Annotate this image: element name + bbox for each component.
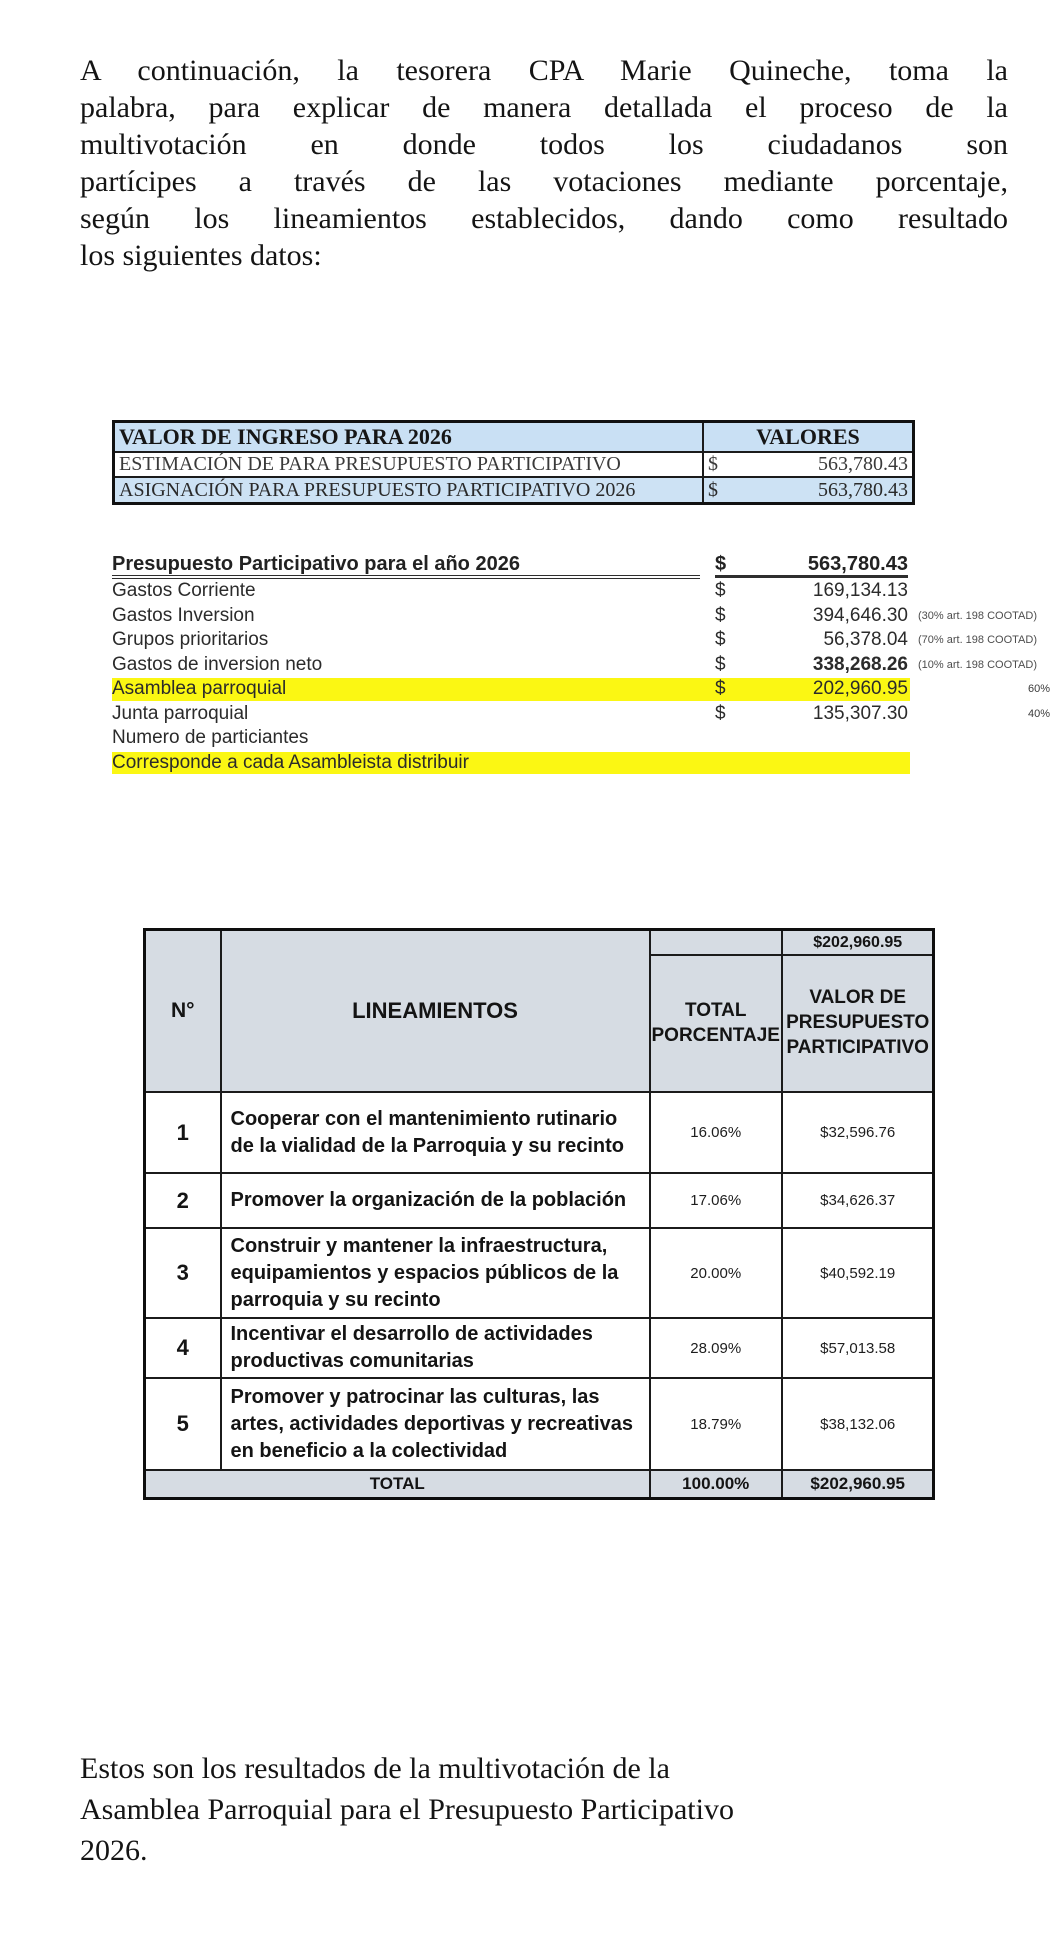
income-table-header-row	[114, 422, 914, 453]
row-lineamiento: Incentivar el desarrollo de actividades productivas comunitarias	[221, 1318, 650, 1378]
budget-row-note: (30% art. 198 COOTAD)	[918, 609, 1037, 622]
budget-row	[112, 628, 1050, 653]
row-porcentaje: 28.09%	[650, 1318, 782, 1378]
strip-total-value: $202,960.95	[782, 930, 934, 956]
budget-row	[112, 604, 1050, 629]
income-table-title: VALOR DE INGRESO PARA 2026	[114, 422, 704, 453]
budget-row-label: Asamblea parroquial	[112, 678, 287, 700]
currency-symbol: $	[715, 678, 726, 700]
income-table-row	[114, 452, 914, 477]
budget-row-value: 394,646.30	[812, 604, 908, 626]
budget-row-label: Numero de particiantes	[112, 727, 309, 749]
currency-symbol: $	[715, 653, 726, 675]
budget-row-note: (10% art. 198 COOTAD)	[918, 658, 1037, 671]
budget-row-value: 202,960.95	[812, 678, 908, 700]
budget-row-label: Junta parroquial	[112, 702, 249, 724]
budget-row-note: (70% art. 198 COOTAD)	[918, 634, 1037, 647]
table-top-strip	[145, 930, 934, 956]
currency-symbol: $	[715, 604, 726, 626]
col-header-lineamientos: LINEAMIENTOS	[221, 930, 650, 1093]
budget-row-label: Grupos prioritarios	[112, 629, 269, 651]
intro-line: palabra, para explicar de manera detallada el proceso de la	[80, 91, 1008, 124]
budget-row-percent: 40%	[1027, 707, 1050, 720]
budget-row-label: Gastos Corriente	[112, 580, 256, 602]
col-header-valor: VALOR DE PRESUPUESTO PARTICIPATIVO	[782, 955, 934, 1092]
row-porcentaje: 20.00%	[650, 1228, 782, 1318]
amount-value: 563,780.43	[818, 478, 908, 501]
total-valor: $202,960.95	[782, 1470, 934, 1499]
row-valor: $32,596.76	[782, 1092, 934, 1173]
intro-line: partícipes a través de las votaciones mediante porcentaje,	[80, 165, 1008, 198]
budget-header-row	[112, 549, 1050, 579]
budget-row-value: 135,307.30	[812, 702, 908, 724]
table-row	[145, 1228, 934, 1318]
intro-line: multivotación en donde todos los ciudadanos son	[80, 128, 1008, 161]
income-table-row	[114, 477, 914, 504]
row-number: 3	[145, 1228, 221, 1318]
col-header-porcentaje: TOTAL PORCENTAJE	[650, 955, 782, 1092]
row-valor: $38,132.06	[782, 1378, 934, 1470]
row-number: 4	[145, 1318, 221, 1378]
table-total-row	[145, 1470, 934, 1499]
budget-row-label: Corresponde a cada Asambleista distribuir	[112, 751, 469, 773]
budget-header-value: 563,780.43	[807, 552, 908, 575]
closing-paragraph	[80, 1748, 1008, 1871]
budget-row-label: Gastos de inversion neto	[112, 653, 323, 675]
row-valor: $34,626.37	[782, 1173, 934, 1228]
table-row	[145, 1173, 934, 1228]
budget-row-percent: 60%	[1027, 683, 1050, 696]
row-valor: $40,592.19	[782, 1228, 934, 1318]
amount-value: 563,780.43	[818, 453, 908, 475]
currency-symbol: $	[715, 580, 726, 602]
income-table-values-header: VALORES	[703, 422, 914, 453]
income-row-amount	[708, 479, 908, 502]
strip-empty-cell	[650, 930, 782, 956]
row-number: 5	[145, 1378, 221, 1470]
currency-symbol: $	[715, 629, 726, 651]
budget-row	[112, 653, 1050, 678]
budget-row-label: Gastos Inversion	[112, 604, 255, 626]
intro-line: según los lineamientos establecidos, dando como resultado	[80, 202, 1008, 235]
budget-row	[112, 726, 1050, 751]
income-row-label: ESTIMACIÓN DE PARA PRESUPUESTO PARTICIPATIVO	[114, 452, 704, 477]
lineamientos-table	[143, 928, 935, 1500]
row-number: 1	[145, 1092, 221, 1173]
row-porcentaje: 16.06%	[650, 1092, 782, 1173]
income-table	[112, 420, 915, 505]
closing-line: 2026.	[80, 1834, 148, 1867]
intro-line: A continuación, la tesorera CPA Marie Quineche, toma la	[80, 54, 1008, 87]
closing-line: Estos son los resultados de la multivotación de la	[80, 1752, 670, 1785]
table-row	[145, 1318, 934, 1378]
row-lineamiento: Promover y patrocinar las culturas, las artes, actividades deportivas y recreativas en beneficio a la colectividad	[221, 1378, 650, 1470]
row-porcentaje: 17.06%	[650, 1173, 782, 1228]
row-number: 2	[145, 1173, 221, 1228]
currency-symbol: $	[708, 478, 718, 501]
budget-row	[112, 579, 1050, 604]
total-label: TOTAL	[145, 1470, 650, 1499]
intro-paragraph	[80, 52, 1008, 274]
budget-row-value: 338,268.26	[812, 653, 908, 675]
row-porcentaje: 18.79%	[650, 1378, 782, 1470]
currency-symbol: $	[715, 552, 727, 575]
intro-line: los siguientes datos:	[80, 239, 322, 272]
total-porcentaje: 100.00%	[650, 1470, 782, 1499]
closing-line: Asamblea Parroquial para el Presupuesto Participativo	[80, 1793, 734, 1826]
currency-symbol: $	[708, 453, 718, 475]
income-row-label: ASIGNACIÓN PARA PRESUPUESTO PARTICIPATIVO 2026	[114, 477, 704, 504]
table-row	[145, 1378, 934, 1470]
budget-row-value: 169,134.13	[812, 580, 908, 602]
table-row	[145, 1092, 934, 1173]
budget-row-value: 56,378.04	[823, 629, 908, 651]
budget-row	[112, 702, 1050, 727]
header-underline	[715, 575, 908, 578]
row-lineamiento: Cooperar con el mantenimiento rutinario de la vialidad de la Parroquia y su recinto	[221, 1092, 650, 1173]
budget-header-label: Presupuesto Participativo para el año 2026	[112, 552, 520, 575]
currency-symbol: $	[715, 702, 726, 724]
income-row-amount	[708, 453, 908, 476]
row-lineamiento: Promover la organización de la población	[221, 1173, 650, 1228]
budget-row-highlighted	[112, 677, 1050, 702]
budget-row-highlighted	[112, 751, 1050, 776]
budget-breakdown	[112, 549, 1050, 775]
row-valor: $57,013.58	[782, 1318, 934, 1378]
col-header-num: N°	[145, 930, 221, 1093]
row-lineamiento: Construir y mantener la infraestructura, equipamientos y espacios públicos de la parroquia y su recinto	[221, 1228, 650, 1318]
